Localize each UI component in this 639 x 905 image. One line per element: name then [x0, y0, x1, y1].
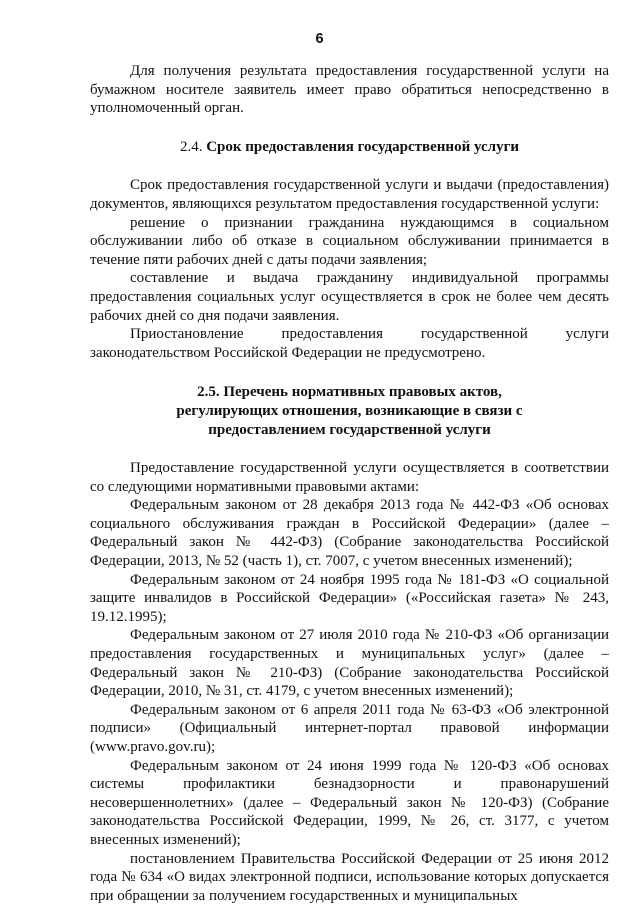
paragraph: решение о признании гражданина нуждающимся в социальном обслуживании либо об отказе в социальном обслуживании принимается в течение пяти рабочих дней с даты подачи заявления;	[90, 214, 609, 268]
section-2-4-heading	[90, 138, 609, 157]
law-item: Федеральным законом от 6 апреля 2011 года № 63-ФЗ «Об электронной подписи» (Официальный интернет-портал правовой информации (www.pravo.gov.ru);	[90, 701, 609, 755]
intro-paragraph: Для получения результата предоставления государственной услуги на бумажном носителе заявитель имеет право обратиться непосредственно в уполномоченный орган.	[90, 63, 609, 117]
law-item: Федеральным законом от 24 ноября 1995 года № 181-ФЗ «О социальной защите инвалидов в Российской Федерации» («Российская газета» № 243, 19.12.1995);	[90, 571, 609, 625]
section-2-5-heading-line-2: регулирующих отношения, возникающие в связи с	[176, 402, 523, 419]
law-item: Федеральным законом от 28 декабря 2013 года № 442-ФЗ «Об основах социального обслуживания граждан в Российской Федерации» (далее – Федеральный закон № 442-ФЗ) (Собрание законодательства Российской Федерации, 2013, № 52 (часть 1), ст. 7007, с учетом внесенных изменений);	[90, 497, 609, 570]
page-number: 6	[315, 31, 324, 47]
law-item: Федеральным законом от 27 июля 2010 года № 210-ФЗ «Об организации предоставления государственных и муниципальных услуг» (далее – Федеральный закон № 210-ФЗ) (Собрание законодательства Российской Федерации, 2010, № 31, ст. 4179, с учетом внесенных изменений);	[90, 627, 609, 700]
section-2-5-heading-line-1: 2.5. Перечень нормативных правовых актов,	[197, 384, 502, 401]
paragraph: Приостановление предоставления государственной услуги законодательством Российской Федерации не предусмотрено.	[90, 326, 609, 361]
section-2-4-title: Срок предоставления государственной услуги	[206, 138, 520, 155]
document-body	[90, 62, 609, 905]
section-2-5-heading-line-3: предоставлением государственной услуги	[208, 421, 491, 438]
paragraph: составление и выдача гражданину индивидуальной программы предоставления социальных услуг осуществляется в срок не более чем десять рабочих дней со дня подачи заявления.	[90, 270, 609, 324]
paragraph: Срок предоставления государственной услуги и выдачи (предоставления) документов, являющихся результатом предоставления государственной услуги:	[90, 177, 609, 212]
law-item: Федеральным законом от 24 июня 1999 года № 120-ФЗ «Об основах системы профилактики безнадзорности и правонарушений несовершеннолетних» (далее – Федеральный закон № 120-ФЗ) (Собрание законодательства Российской Федерации, 1999, № 26, ст. 3177, с учетом внесенных изменений);	[90, 757, 609, 848]
section-2-4-number: 2.4.	[179, 138, 203, 155]
law-item: постановлением Правительства Российской Федерации от 25 июня 2012 года № 634 «О видах электронной подписи, использование которых допускается при обращении за получением государственных и муниципальных	[90, 850, 609, 904]
paragraph: Предоставление государственной услуги осуществляется в соответствии со следующими нормативными правовыми актами:	[90, 460, 609, 495]
